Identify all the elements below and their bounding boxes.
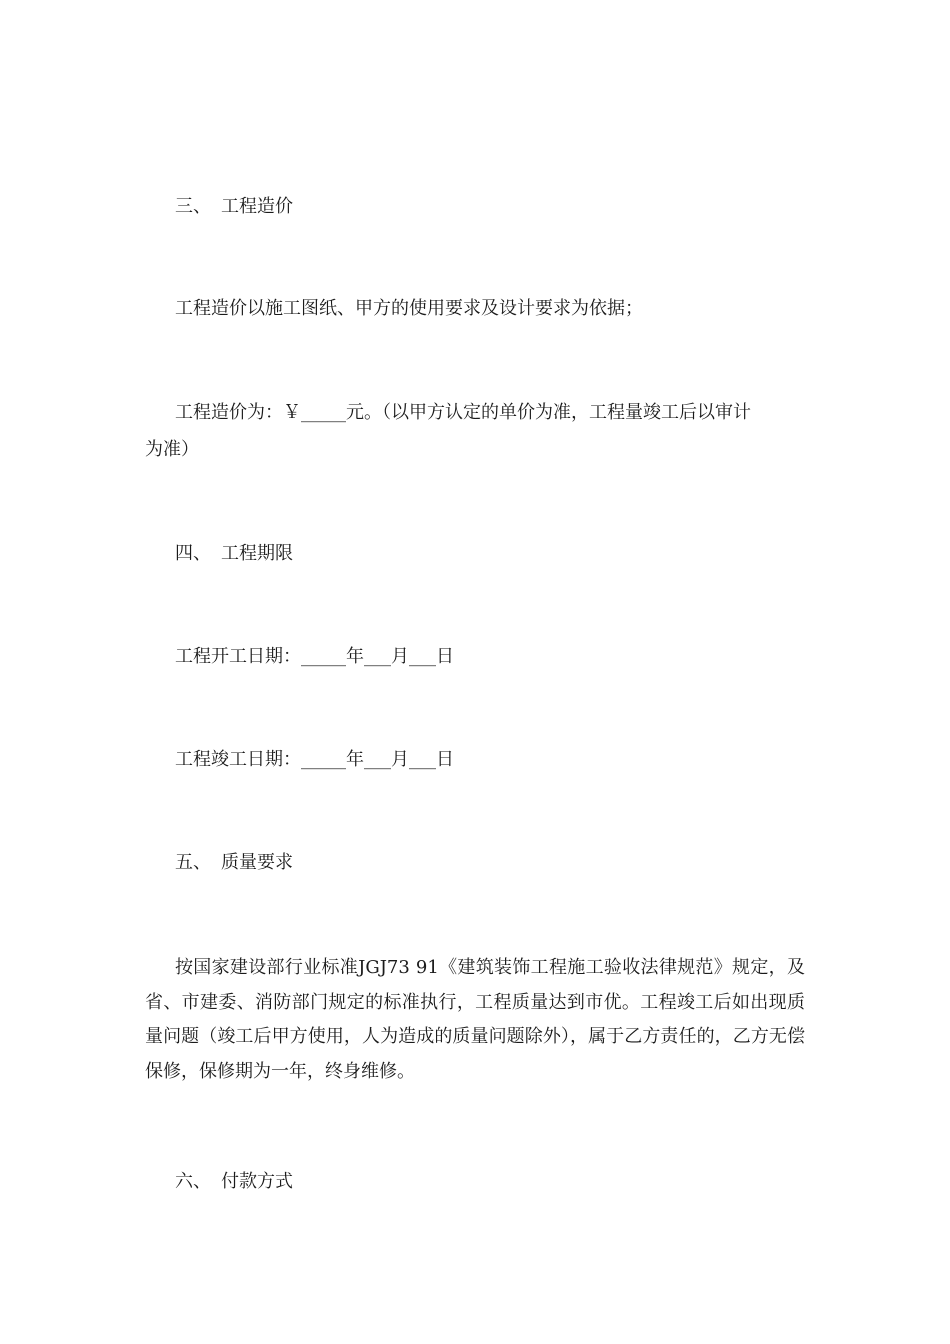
section-heading-payment bbox=[175, 1173, 293, 1191]
cost-amount-line-2: 为准） bbox=[145, 439, 199, 460]
section-number: 四、 bbox=[175, 543, 211, 564]
cost-basis-paragraph: 工程造价以施工图纸、甲方的使用要求及设计要求为依据； bbox=[175, 298, 643, 319]
section-number: 三、 bbox=[175, 196, 211, 217]
section-title: 工程造价 bbox=[221, 196, 293, 217]
end-date-line: 工程竣工日期：_____年___月___日 bbox=[175, 749, 454, 770]
section-title: 质量要求 bbox=[221, 852, 293, 873]
section-heading-cost bbox=[175, 198, 293, 216]
section-heading-period bbox=[175, 545, 293, 563]
section-title: 付款方式 bbox=[221, 1171, 293, 1192]
section-heading-quality bbox=[175, 854, 293, 872]
section-number: 五、 bbox=[175, 852, 211, 873]
section-title: 工程期限 bbox=[221, 543, 293, 564]
section-number: 六、 bbox=[175, 1171, 211, 1192]
quality-paragraph: 按国家建设部行业标准JGJ73 91《建筑装饰工程施工验收法律规范》规定，及省、市建委、消防部门规定的标准执行，工程质量达到市优。工程竣工后如出现质量问题（竣工后甲方使用，人为造成的质量问题除外），属于乙方责任的，乙方无偿保修，保修期为一年，终身维修。 bbox=[145, 957, 805, 1082]
cost-amount-line-1: 工程造价为：￥_____元。（以甲方认定的单价为准，工程量竣工后以审计 bbox=[175, 402, 751, 423]
start-date-line: 工程开工日期：_____年___月___日 bbox=[175, 646, 454, 667]
